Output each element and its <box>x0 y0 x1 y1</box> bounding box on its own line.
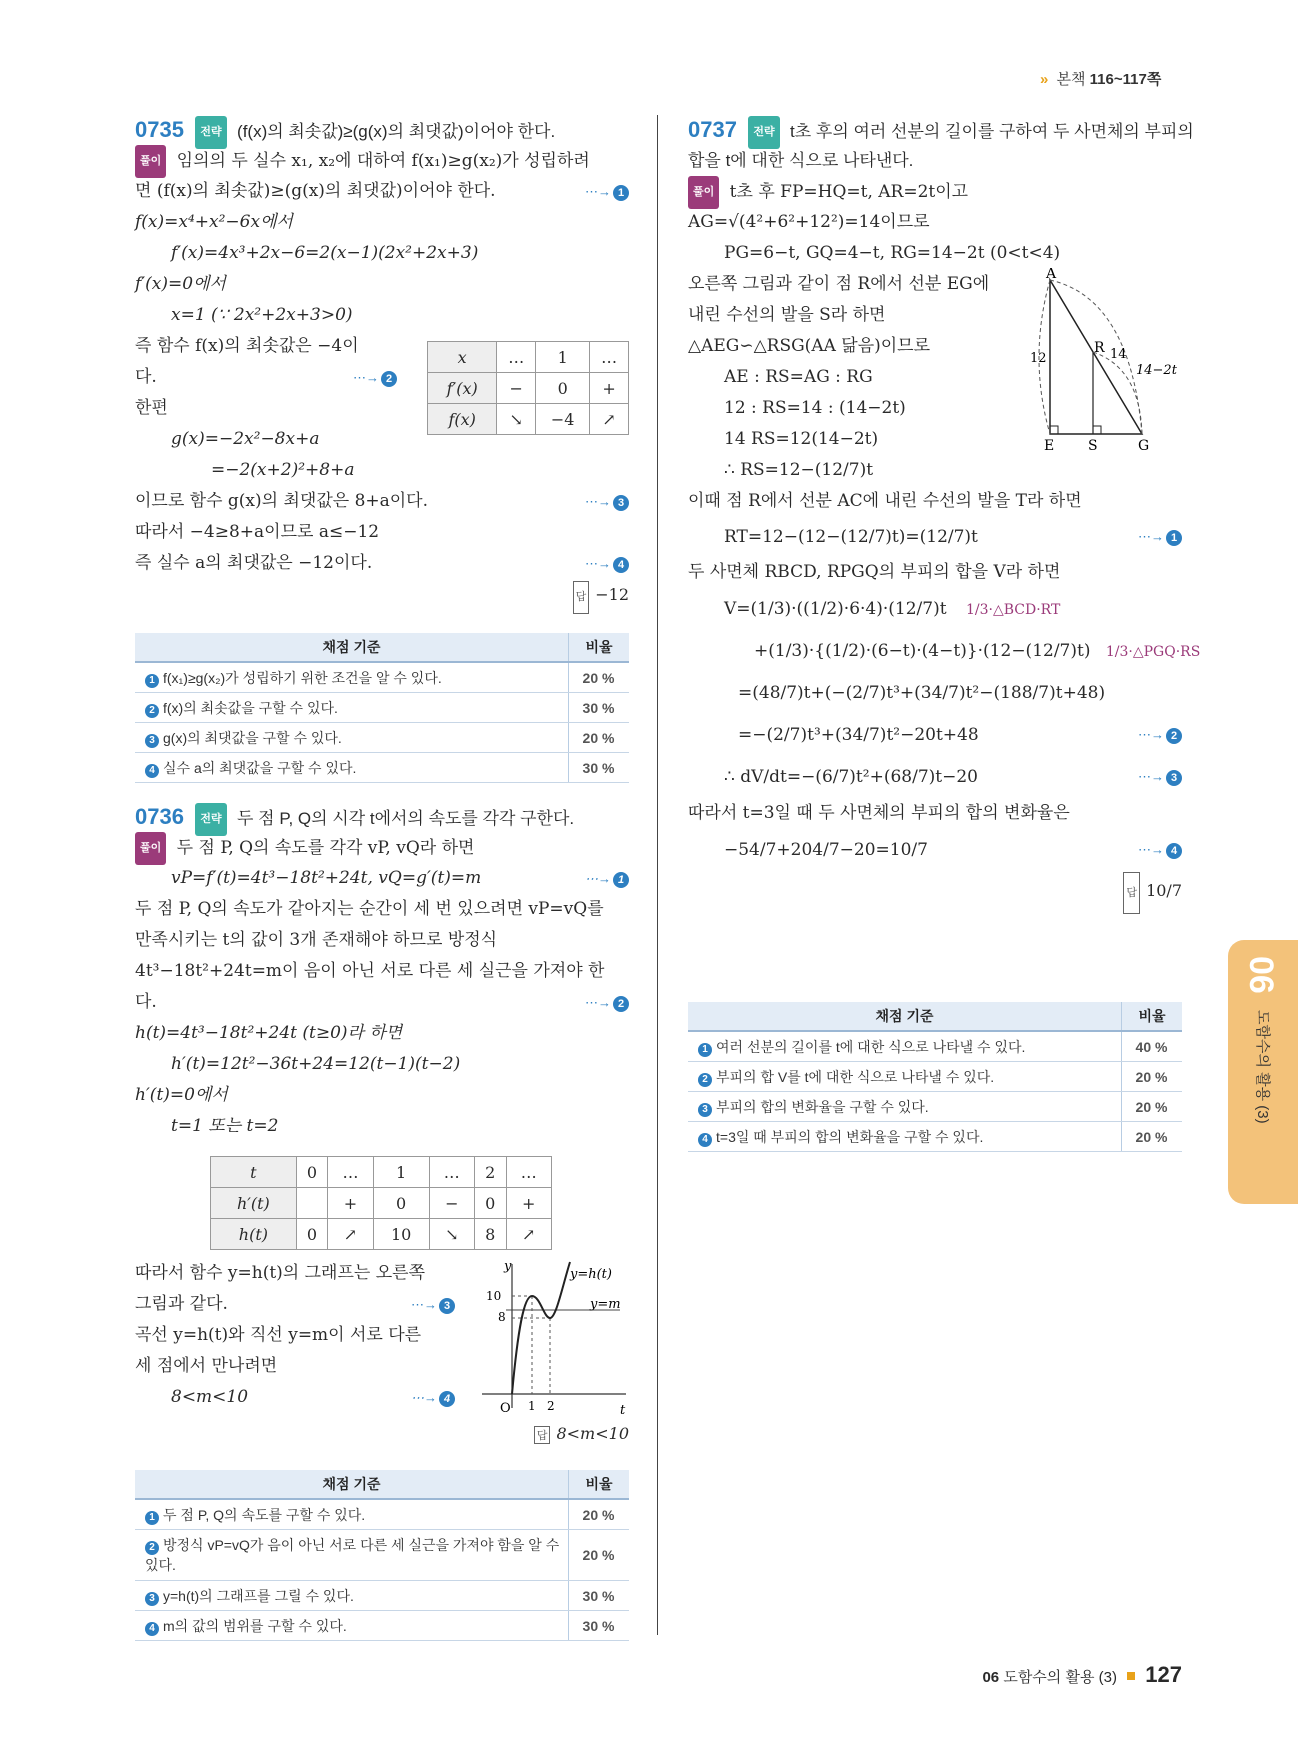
step-marker: ⋯→ 2 <box>585 987 629 1018</box>
answer-line-0736: 답 8<m<10 <box>135 1424 629 1454</box>
svg-text:y: y <box>504 1259 512 1274</box>
step-marker: ⋯→ 4 <box>411 1382 455 1413</box>
step-marker: ⋯→ 1 <box>585 863 629 894</box>
svg-text:10: 10 <box>486 1289 502 1303</box>
grading-table-0735: 채점 기준 비율 1 f(x₁)≥g(x₂)가 성립하기 위한 조건을 알 수 있다. 20 % 2 f(x)의 최솟값을 구할 수 있다. 30 % 3 g(x)의 최댓값을 구할 수 있다. 20 % 4 실수 a의 최댓값을 구할 수 있다. 30 % <box>135 633 629 783</box>
svg-text:G: G <box>1138 438 1150 454</box>
svg-text:1: 1 <box>528 1399 536 1413</box>
step-marker: ⋯→ 1 <box>1138 517 1182 557</box>
grading-table-0737: 채점 기준 비율 1 여러 선분의 길이를 t에 대한 식으로 나타낼 수 있다. 40 % 2 부피의 합 V를 t에 대한 식으로 나타낼 수 있다. 20 % 3 부피의 합의 변화율을 구할 수 있다. 20 % 4 t=3일 때 부피의 합의 변화율을 구할 수 있다. 20 % <box>688 1002 1182 1152</box>
problem-0736: 0736 전략 두 점 P, Q의 시각 t에서의 속도를 각각 구한다. 풀이 두 점 P, Q의 속도를 각각 vP, vQ라 하면 vP=f′(t)=4t³−18t²+24t, vQ=g′(t)=m ⋯→ 1 두 점 P, Q의 속도가 같아지는 순간이 세 번 있으려면 vP=vQ를 만족시키는 t의 값이 3개 존재해야 하므로 방정식 4t³−18t²+24t=m이 음이 아닌 서로 다른 세 실근을 가져야 한 다. ⋯→ 2 h(t)=4t³−18t²+24t (t≥0)라 하면 h′(t)=12t²−36t+24=12(t−1)(t−2) h′(t)=0에서 t=1 또는 t=2 <box>135 801 629 1142</box>
svg-text:8: 8 <box>498 1310 506 1324</box>
svg-text:E: E <box>1044 438 1055 454</box>
step-marker: ⋯→ 4 <box>585 548 629 579</box>
step-marker: ⋯→ 2 <box>353 362 397 393</box>
svg-text:t: t <box>620 1403 626 1418</box>
curve-h <box>512 1262 570 1394</box>
svg-text:R: R <box>1094 340 1105 356</box>
increase-decrease-table: x … 1 … f′(x) − 0 + f(x) ↘ −4 ↗ <box>427 341 629 435</box>
problem-0735: 0735 전략 (f(x)의 최솟값)≥(g(x)의 최댓값)이어야 한다. 풀이 임의의 두 실수 x₁, x₂에 대하여 f(x₁)≥g(x₂)가 성립하려 면 (f(x)의 최솟값)≥(g(x)의 최댓값)이어야 한다. ⋯→ 1 f(x)=x⁴+x²−6x에서 f′(x)=4x³+2x−6=2(x−1)(2x²+2x+3) f′(x)=0에서 x=1 (∵ 2x²+2x+3>0) 즉 함수 f(x)의 최솟값은 −4이 다. ⋯→ 2 한편 g(x)=−2x²−8x+a =−2(x+2)²+8+a 이므로 함수 g(x)의 최댓값은 8+a이다. ⋯→ 3 따라서 −4≥8+a이므로 a≤−12 즉 실수 a의 최댓값은 −12이다. ⋯→ 4 답 −12 <box>135 114 629 610</box>
grading-table-0736: 채점 기준 비율 1 두 점 P, Q의 속도를 구할 수 있다. 20 % 2 방정식 vP=vQ가 음이 아닌 서로 다른 세 실근을 가져야 함을 알 수 있다. 20 % 3 y=h(t)의 그래프를 그릴 수 있다. 30 % 4 m의 값의 범위를 구할 수 있다. 30 % <box>135 1470 629 1641</box>
column-divider <box>657 115 658 1635</box>
cubic-graph <box>470 1258 630 1418</box>
answer-line: 답 −12 <box>135 579 629 610</box>
step-marker: ⋯→ 3 <box>585 486 629 517</box>
book-page-reference: » 본책 116~117쪽 <box>1040 71 1162 88</box>
svg-text:12: 12 <box>1030 351 1047 366</box>
step-marker: ⋯→ 3 <box>1138 756 1182 798</box>
step-marker: ⋯→ 1 <box>585 176 629 207</box>
svg-text:S: S <box>1088 438 1098 454</box>
problem-0737: 0737 전략 t초 후의 여러 선분의 길이를 구하여 두 사면체의 부피의 합을 t에 대한 식으로 나타낸다. 풀이 t초 후 FP=HQ=t, AR=2t이고 AG=√(4²+6²+12²)=14이므로 PG=6−t, GQ=4−t, RG=14−2t (0<t<4) 오른쪽 그림과 같이 점 R에서 선분 EG에 내린 수선의 발을 S라 하면 △AEG∽△RSG(AA 닮음)이므로 AE : RS=AG : RG 12 : RS=14 : (14−2t) 14 RS=12(14−2t) ∴ RS=12−(12/7)t 이때 점 R에서 선분 AC에 내린 수선의 발을 T라 하면 RT=12−(12−(12/7)t)=(12/7)t ⋯→ 1 두 사면체 RBCD, RPGQ의 부피의 합을 V라 하면 V=(1/3)·((1/2)·6·4)·(12/7)t 1/3·△BCD·RT +(1/3)·{(1/2)·(6−t)·(4−t)}·(12−(12/7)t) 1/3·△PGQ·RS =(48/7)t+(−(2/7)t³+(34/7)t²−(188/7)t+48) =−(2/7)t³+(34/7)t²−20t+48 ⋯→ 2 ∴ dV/dt=−(6/7)t²+(68/7)t−20 ⋯→ 3 따라서 t=3일 때 두 사면체의 부피의 합의 변화율은 −54/7+204/7−20=10/7 ⋯→ 4 답 10/7 <box>688 114 1182 911</box>
step-marker: ⋯→ 3 <box>411 1289 455 1320</box>
increase-decrease-table: t 0 … 1 … 2 … h′(t) + 0 − 0 + h(t) 0 ↗ 10 ↘ 8 ↗ <box>210 1156 552 1250</box>
strategy-line: 0735 전략 (f(x)의 최솟값)≥(g(x)의 최댓값)이어야 한다. <box>135 114 629 145</box>
svg-text:y=m: y=m <box>590 1297 621 1312</box>
svg-text:O: O <box>500 1401 511 1416</box>
answer-line: 답 10/7 <box>688 871 1182 911</box>
svg-text:14−2t: 14−2t <box>1136 363 1177 378</box>
triangle-figure <box>1020 268 1190 458</box>
svg-text:A: A <box>1046 268 1057 282</box>
page-footer: 06 도함수의 활용 (3) 127 <box>982 1662 1182 1687</box>
step-marker: ⋯→ 4 <box>1138 829 1182 871</box>
square-bullet-icon <box>1127 1672 1135 1680</box>
step-marker: ⋯→ 2 <box>1138 714 1182 756</box>
chapter-side-tab: 06 도함수의 활용 (3) <box>1228 940 1298 1204</box>
problem-0736-graph-text: 따라서 함수 y=h(t)의 그래프는 오른쪽 그림과 같다. ⋯→ 3 곡선 y=h(t)와 직선 y=m이 서로 다른 세 점에서 만나려면 8<m<10 ⋯→ 4 <box>135 1258 455 1413</box>
solution-line: 풀이 임의의 두 실수 x₁, x₂에 대하여 f(x₁)≥g(x₂)가 성립하려 <box>135 145 629 176</box>
page-number: 127 <box>1145 1662 1182 1687</box>
svg-text:2: 2 <box>547 1399 555 1413</box>
svg-text:y=h(t): y=h(t) <box>570 1267 612 1282</box>
double-chevron-icon: » <box>1040 71 1049 88</box>
svg-text:14: 14 <box>1110 347 1127 362</box>
